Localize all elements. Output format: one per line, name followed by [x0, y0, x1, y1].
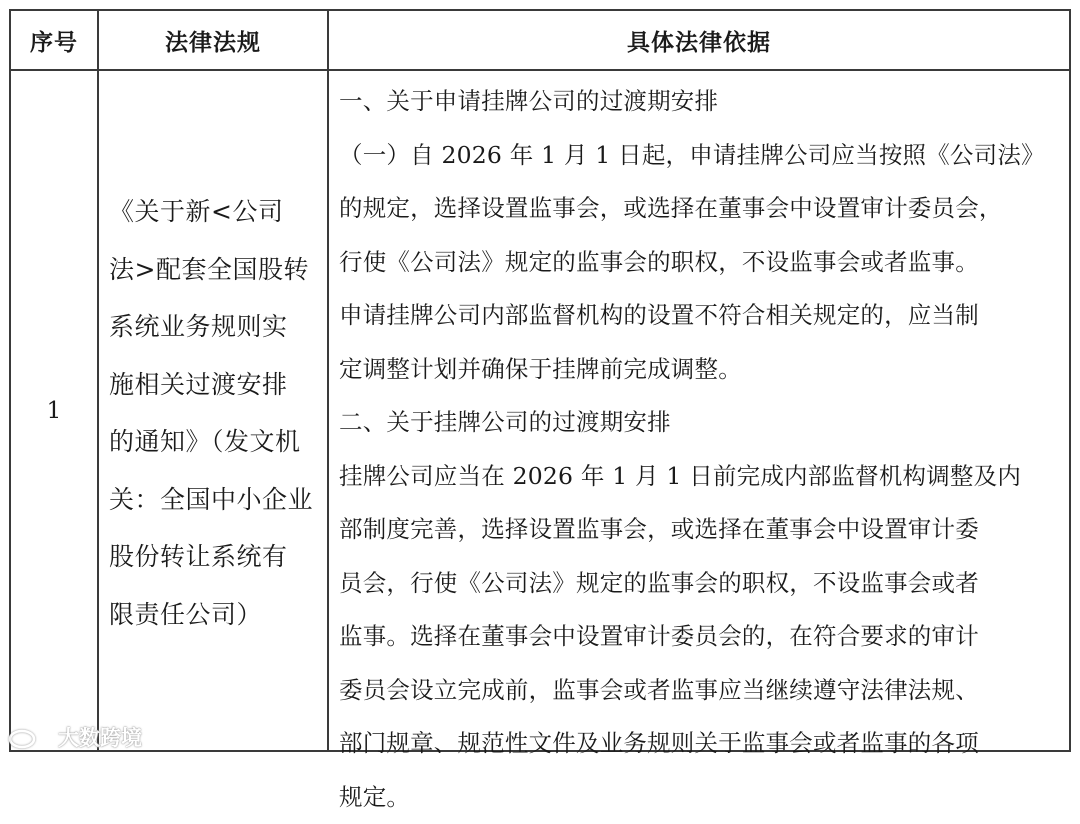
basis-line: 部门规章、规范性文件及业务规则关于监事会或者监事的各项 — [339, 717, 1069, 771]
column-divider-2 — [327, 9, 329, 752]
legal-basis-text — [339, 75, 1069, 824]
law-title-line: 法>配套全国股转 — [109, 241, 321, 299]
header-law: 法律法规 — [99, 11, 327, 69]
law-title-line: 系统业务规则实 — [109, 298, 321, 356]
law-title-line: 关：全国中小企业 — [109, 471, 321, 529]
law-title — [109, 183, 321, 643]
row-index: 1 — [11, 71, 97, 751]
basis-line: 的规定，选择设置监事会，或选择在董事会中设置审计委员会， — [339, 182, 1069, 236]
basis-line: 委员会设立完成前，监事会或者监事应当继续遵守法律法规、 — [339, 664, 1069, 718]
column-divider-1 — [97, 9, 99, 752]
basis-line: 部制度完善，选择设置监事会，或选择在董事会中设置审计委 — [339, 503, 1069, 557]
law-title-line: 的通知》（发文机 — [109, 413, 321, 471]
table-right-border — [1069, 9, 1071, 752]
basis-line: 定调整计划并确保于挂牌前完成调整。 — [339, 343, 1069, 397]
law-title-line: 限责任公司） — [109, 586, 321, 644]
watermark-text: 大数跨境 — [58, 722, 142, 752]
law-title-line: 股份转让系统有 — [109, 528, 321, 586]
law-title-line: 《关于新<公司 — [109, 183, 321, 241]
basis-section-heading: 二、关于挂牌公司的过渡期安排 — [339, 396, 1069, 450]
basis-section-heading: 一、关于申请挂牌公司的过渡期安排 — [339, 75, 1069, 129]
header-basis: 具体法律依据 — [329, 11, 1069, 69]
basis-line: 员会，行使《公司法》规定的监事会的职权，不设监事会或者 — [339, 557, 1069, 611]
basis-line: 行使《公司法》规定的监事会的职权，不设监事会或者监事。 — [339, 236, 1069, 290]
basis-line: 挂牌公司应当在 2026 年 1 月 1 日前完成内部监督机构调整及内 — [339, 450, 1069, 504]
watermark — [8, 722, 142, 752]
weibo-logo-icon — [8, 725, 52, 749]
header-bottom-border — [9, 69, 1071, 71]
basis-line: 规定。 — [339, 771, 1069, 824]
basis-line: 申请挂牌公司内部监督机构的设置不符合相关规定的，应当制 — [339, 289, 1069, 343]
basis-line: 监事。选择在董事会中设置审计委员会的，在符合要求的审计 — [339, 610, 1069, 664]
law-title-line: 施相关过渡安排 — [109, 356, 321, 414]
basis-line: （一）自 2026 年 1 月 1 日起，申请挂牌公司应当按照《公司法》 — [339, 129, 1069, 183]
header-index: 序号 — [11, 11, 97, 69]
